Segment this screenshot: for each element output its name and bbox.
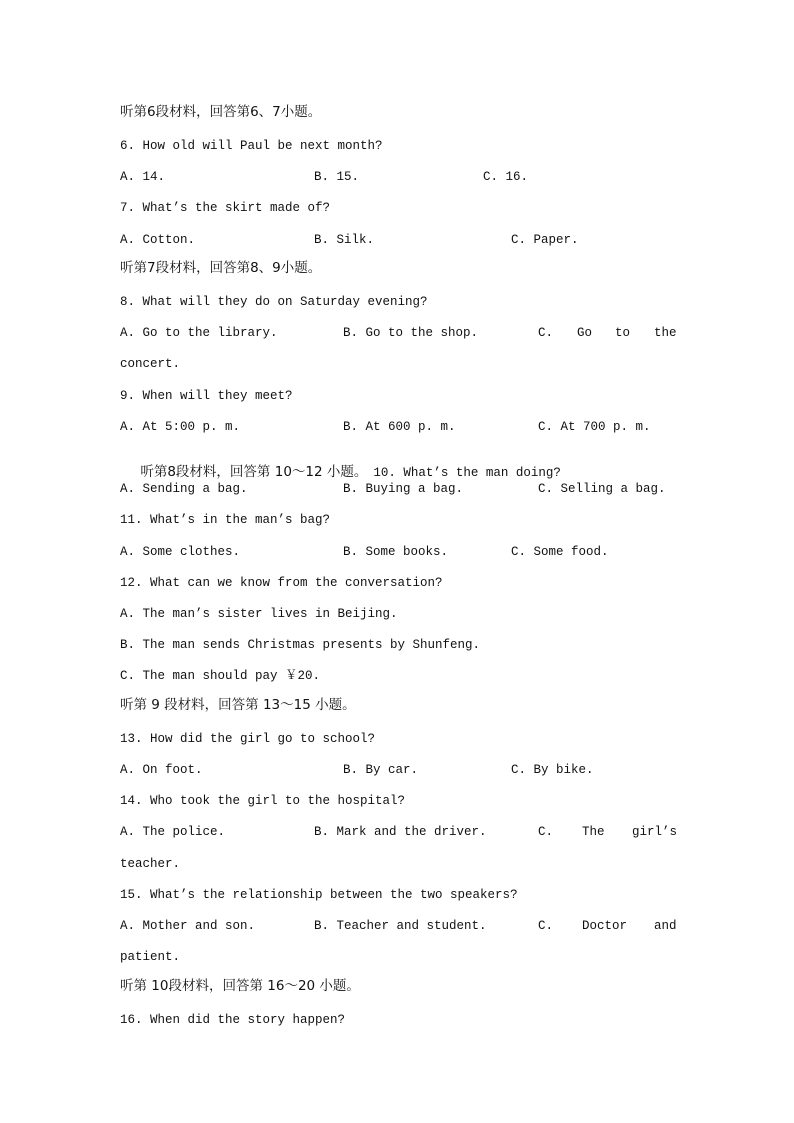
question-12: 12. What can we know from the conversation? — [120, 576, 443, 590]
q12-option-c: C. The man should pay ￥20. — [120, 669, 321, 683]
q10-option-b: B. Buying a bag. — [343, 482, 464, 496]
q8-option-c-word: Go — [577, 326, 593, 340]
q15-option-c-continued: patient. — [120, 950, 181, 964]
q8-option-a: A. Go to the library. — [120, 326, 278, 340]
question-11: 11. What’s in the man’s bag? — [120, 513, 331, 527]
q15-option-c-word: Doctor — [582, 919, 628, 933]
question-6: 6. How old will Paul be next month? — [120, 139, 383, 153]
q15-option-a: A. Mother and son. — [120, 919, 256, 933]
q14-option-a: A. The police. — [120, 825, 226, 839]
q9-option-b: B. At 600 p. m. — [343, 420, 456, 434]
q14-option-b: B. Mark and the driver. — [314, 825, 487, 839]
question-13: 13. How did the girl go to school? — [120, 732, 376, 746]
q8-option-c-word: to — [615, 326, 631, 340]
section-heading-10: 听第 10段材料，回答第 16～20 小题。 — [120, 978, 360, 994]
q11-option-c: C. Some food. — [511, 545, 609, 559]
q7-option-c: C. Paper. — [511, 233, 579, 247]
question-16: 16. When did the story happen? — [120, 1013, 346, 1027]
q12-option-a: A. The man’s sister lives in Beijing. — [120, 607, 398, 621]
q15-option-c-label: C. — [538, 919, 554, 933]
q12-option-b: B. The man sends Christmas presents by Shunfeng. — [120, 638, 481, 652]
q14-option-c-word: girl’s — [632, 825, 678, 839]
q7-option-b: B. Silk. — [314, 233, 375, 247]
q9-option-a: A. At 5:00 p. m. — [120, 420, 241, 434]
q14-option-c-label: C. — [538, 825, 554, 839]
q7-option-a: A. Cotton. — [120, 233, 196, 247]
q10-option-c: C. Selling a bag. — [538, 482, 666, 496]
question-8: 8. What will they do on Saturday evening? — [120, 295, 428, 309]
q8-option-c-word: the — [654, 326, 677, 340]
q15-option-b: B. Teacher and student. — [314, 919, 487, 933]
q11-option-a: A. Some clothes. — [120, 545, 241, 559]
q15-option-c-word: and — [654, 919, 677, 933]
q14-option-c-continued: teacher. — [120, 857, 181, 871]
q8-option-c-label: C. — [538, 326, 554, 340]
question-10: 10. What’s the man doing? — [373, 466, 561, 480]
q14-option-c-word: The — [582, 825, 605, 839]
question-15: 15. What’s the relationship between the two speakers? — [120, 888, 518, 902]
q6-option-a: A. 14. — [120, 170, 166, 184]
q10-option-a: A. Sending a bag. — [120, 482, 248, 496]
section-heading-9: 听第 9 段材料，回答第 13～15 小题。 — [120, 697, 356, 713]
section-heading-6: 听第6段材料，回答第6、7小题。 — [120, 104, 322, 120]
q11-option-b: B. Some books. — [343, 545, 449, 559]
q9-option-c: C. At 700 p. m. — [538, 420, 651, 434]
q13-option-b: B. By car. — [343, 763, 419, 777]
q13-option-a: A. On foot. — [120, 763, 203, 777]
section-heading-7: 听第7段材料，回答第8、9小题。 — [120, 260, 322, 276]
q8-option-c-continued: concert. — [120, 357, 181, 371]
section-heading-8-text: 听第8段材料，回答第 10～12 小题。 — [140, 464, 368, 480]
question-9: 9. When will they meet? — [120, 389, 293, 403]
question-7: 7. What’s the skirt made of? — [120, 201, 331, 215]
question-14: 14. Who took the girl to the hospital? — [120, 794, 406, 808]
q6-option-b: B. 15. — [314, 170, 360, 184]
q6-option-c: C. 16. — [483, 170, 529, 184]
q8-option-b: B. Go to the shop. — [343, 326, 479, 340]
q13-option-c: C. By bike. — [511, 763, 594, 777]
